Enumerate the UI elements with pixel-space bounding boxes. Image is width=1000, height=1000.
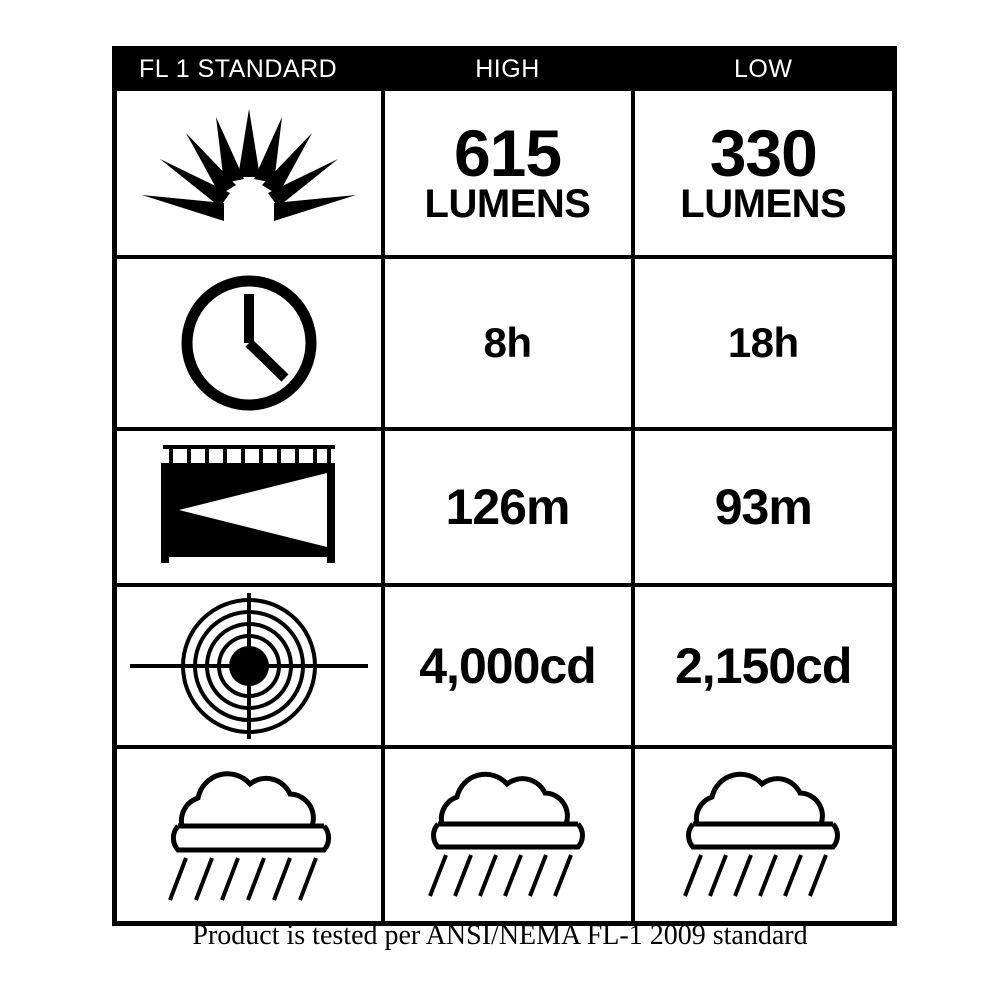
value-cell-lumens-high	[383, 89, 633, 257]
distance-high-value: 126m	[445, 479, 570, 535]
lumens-low-value: 330	[709, 115, 817, 190]
value-cell-runtime-high	[383, 257, 633, 429]
table-row	[115, 257, 895, 429]
clock-icon	[117, 259, 381, 427]
value-cell-distance-low	[633, 429, 895, 585]
value-cell-distance-high	[383, 429, 633, 585]
column-header-low: LOW	[633, 49, 895, 90]
fl1-spec-table-wrapper	[112, 46, 896, 914]
value-cell-runtime-low	[633, 257, 895, 429]
table-row	[115, 585, 895, 747]
sunburst-icon	[117, 91, 381, 255]
rain-cloud-icon	[117, 749, 381, 921]
icon-cell-water-resistance-standard	[115, 747, 383, 924]
candela-low-value: 2,150cd	[675, 638, 852, 694]
value-cell-lumens-low	[633, 89, 895, 257]
value-cell-candela-high	[383, 585, 633, 747]
distance-low-value: 93m	[714, 479, 812, 535]
table-row	[115, 89, 895, 257]
icon-cell-run-time	[115, 257, 383, 429]
lumens-high-value: 615	[453, 115, 562, 190]
icon-cell-beam-distance	[115, 429, 383, 585]
column-header-standard: FL 1 STANDARD	[115, 49, 383, 90]
icon-cell-water-resistance-high	[383, 747, 633, 924]
value-cell-candela-low	[633, 585, 895, 747]
beam-distance-icon	[117, 431, 381, 583]
table-row	[115, 429, 895, 585]
icon-cell-peak-beam-intensity	[115, 585, 383, 747]
icon-cell-water-resistance-low	[633, 747, 895, 924]
lumens-low-unit: LUMENS	[680, 182, 847, 227]
lumens-high-unit: LUMENS	[424, 182, 591, 227]
candela-high-value: 4,000cd	[419, 638, 596, 694]
runtime-high-value: 8h	[483, 319, 532, 366]
table-header-row	[115, 49, 895, 90]
table-row	[115, 747, 895, 924]
icon-cell-light-output	[115, 89, 383, 257]
testing-standard-footnote: Product is tested per ANSI/NEMA FL-1 2009 standard	[192, 920, 808, 951]
column-header-high: HIGH	[383, 49, 633, 90]
fl1-spec-table	[112, 46, 897, 926]
runtime-low-value: 18h	[727, 319, 799, 366]
rain-cloud-icon	[385, 749, 631, 921]
peak-beam-target-icon	[117, 587, 381, 745]
rain-cloud-icon	[635, 749, 893, 921]
